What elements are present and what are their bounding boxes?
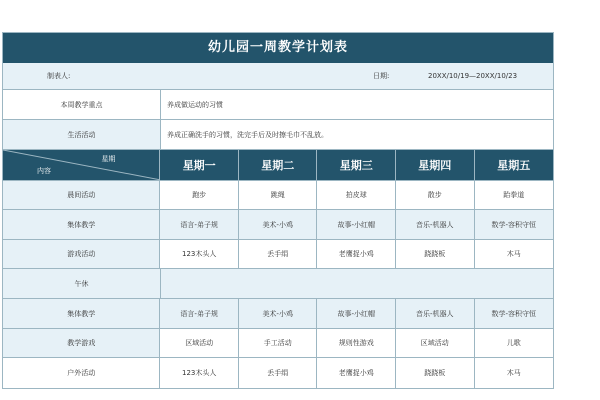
life-label: 生活活动: [3, 120, 161, 149]
table-cell: 音乐-机器人: [396, 299, 475, 328]
table-cell: 丢手绢: [239, 358, 318, 388]
day-header-tuesday: 星期二: [239, 150, 318, 180]
row-label: 教学游戏: [3, 329, 160, 357]
table-title: 幼儿园一周教学计划表: [3, 33, 553, 63]
table-cell: 语言-弟子规: [160, 210, 239, 239]
focus-row: [3, 90, 553, 120]
table-cell: 手工活动: [239, 329, 318, 357]
row-label: 集体教学: [3, 210, 160, 239]
table-cell: 跆拳道: [475, 181, 554, 209]
table-cell: 数学-容积守恒: [491, 309, 537, 318]
noon-cell: [161, 269, 553, 298]
table-cell: 散步: [396, 181, 475, 209]
table-row: [3, 299, 553, 329]
table-row: [3, 358, 553, 388]
table-cell: 儿歌: [475, 329, 554, 357]
noon-label: 午休: [3, 269, 161, 298]
focus-label: 本周教学重点: [3, 90, 161, 119]
life-row: [3, 120, 553, 150]
table-cell: 语言-弟子规: [160, 299, 239, 328]
maker-label: 制表人:: [47, 72, 71, 80]
day-header-thursday: 星期四: [396, 150, 475, 180]
table-cell: 美术-小鸡: [239, 299, 318, 328]
table-cell: 音乐-机器人: [396, 210, 475, 239]
day-header-row: [3, 150, 553, 181]
row-label: 户外活动: [3, 358, 160, 388]
table-row: [3, 210, 553, 240]
table-cell: 老鹰捉小鸡: [317, 240, 396, 268]
table-cell: 老鹰捉小鸡: [317, 358, 396, 388]
table-cell: 数学-容积守恒: [491, 220, 537, 229]
table-cell: 美术-小鸡: [239, 210, 318, 239]
table-cell: 123木头人: [160, 358, 239, 388]
table-cell: 跷跷板: [396, 358, 475, 388]
corner-diagonal-line: [3, 150, 160, 180]
table-cell: 故事-小红帽: [317, 299, 396, 328]
table-cell: 规则性游戏: [317, 329, 396, 357]
weekly-plan-table: [2, 32, 554, 389]
table-cell: 木马: [506, 369, 521, 377]
table-cell: 拍皮球: [317, 181, 396, 209]
table-cell: 丢手绢: [239, 240, 318, 268]
date-value: 20XX/10/19—20XX/10/23: [428, 72, 518, 80]
meta-row: [3, 63, 553, 90]
table-cell: 区域活动: [160, 329, 239, 357]
table-row: [3, 329, 553, 358]
corner-header: [3, 150, 160, 180]
day-header-monday: 星期一: [160, 150, 239, 180]
focus-text: 养成做运动的习惯: [161, 90, 553, 119]
date-label: 日期:: [373, 72, 390, 80]
table-row: [3, 181, 553, 210]
day-header-friday: 星期五: [475, 150, 554, 180]
table-row: [3, 240, 553, 269]
life-text: 养成正确洗手的习惯，洗完手后及时擦毛巾不乱放。: [161, 120, 553, 149]
row-label: 集体教学: [3, 299, 160, 328]
day-header-wednesday: 星期三: [317, 150, 396, 180]
table-cell: 木马: [475, 240, 554, 268]
corner-week-label: 星期: [101, 155, 116, 163]
row-label: 游戏活动: [3, 240, 160, 268]
row-label: 晨间活动: [3, 181, 160, 209]
corner-content-label: 内容: [37, 167, 51, 175]
table-cell: 跑步: [160, 181, 239, 209]
table-cell: 区域活动: [396, 329, 475, 357]
table-cell: 跳绳: [239, 181, 318, 209]
table-cell: 故事-小红帽: [317, 210, 396, 239]
table-cell: 跷跷板: [396, 240, 475, 268]
table-cell: 123木头人: [160, 240, 239, 268]
noon-row: [3, 269, 553, 299]
